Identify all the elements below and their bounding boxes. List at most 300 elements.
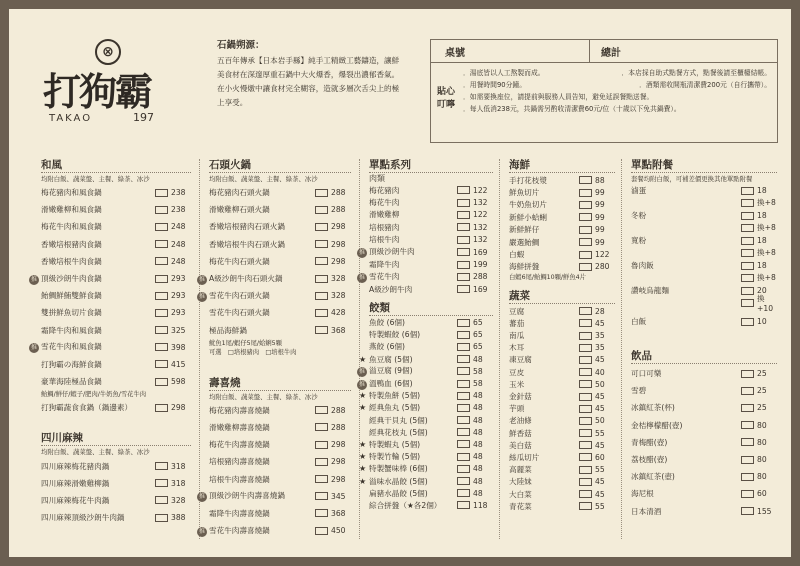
item-label: 寬粉	[631, 236, 647, 245]
item-label: 滑嫩雞柳石頭火鍋	[209, 205, 270, 215]
quantity-checkbox[interactable]	[457, 440, 470, 448]
item-name	[358, 246, 457, 258]
section-note: 均附白飯、蔬菜盤、主餐、綠茶、冰沙	[41, 448, 150, 457]
quantity-checkbox[interactable]	[155, 223, 168, 231]
item-label: 梅花牛肉和風食鍋	[41, 222, 102, 232]
swap-checkbox[interactable]	[741, 224, 754, 232]
menu-item	[509, 439, 615, 451]
quantity-checkbox[interactable]	[457, 404, 470, 412]
menu-item	[509, 427, 615, 439]
item-name	[41, 402, 155, 413]
item-price: 325	[171, 325, 186, 335]
item-price: 293	[171, 308, 186, 318]
item-name	[631, 506, 741, 517]
quantity-checkbox[interactable]	[741, 318, 754, 326]
section-title: 飲品	[631, 348, 777, 364]
column-divider	[499, 159, 500, 539]
quantity-checkbox[interactable]	[579, 466, 592, 474]
item-name	[509, 354, 579, 365]
seafood-note: 白蝦6尾/鮐鯛10顆/鮮魚4片	[509, 274, 586, 282]
quantity-checkbox[interactable]	[579, 189, 592, 197]
star-icon: ★	[359, 464, 367, 474]
section-title: 蔬菜	[509, 288, 615, 304]
item-price: 65	[473, 330, 483, 340]
quantity-checkbox[interactable]	[457, 501, 470, 509]
menu-item	[509, 476, 615, 488]
quantity-checkbox[interactable]	[155, 462, 168, 470]
quantity-checkbox[interactable]	[457, 331, 470, 339]
item-name	[209, 422, 315, 433]
menu-item	[631, 184, 777, 209]
swap-checkbox[interactable]	[741, 199, 754, 207]
quantity-checkbox[interactable]	[457, 428, 470, 436]
quantity-checkbox[interactable]	[741, 404, 754, 412]
menu-item	[209, 419, 351, 436]
quantity-checkbox[interactable]	[315, 509, 328, 517]
item-name	[509, 415, 579, 426]
item-price: 450	[331, 526, 346, 536]
menu-item	[358, 377, 493, 389]
item-price: 248	[171, 239, 186, 249]
item-price: 55	[595, 501, 605, 511]
quantity-checkbox[interactable]	[741, 473, 754, 481]
quantity-checkbox[interactable]	[155, 309, 168, 317]
total-label: 總計	[601, 48, 621, 59]
swap-checkbox[interactable]	[741, 249, 754, 257]
quantity-checkbox[interactable]	[315, 189, 328, 197]
item-name	[369, 341, 457, 352]
quantity-checkbox[interactable]	[315, 406, 328, 414]
item-label: 蕃茄	[509, 318, 525, 328]
item-label: 芋頭	[509, 404, 525, 414]
quantity-checkbox[interactable]	[579, 417, 592, 425]
quantity-checkbox[interactable]	[457, 489, 470, 497]
quantity-checkbox[interactable]	[457, 261, 470, 269]
intro-line: 五百年傳承【日本岩手縣】純手工精緻工藝鑄造，讓鮮	[217, 56, 400, 65]
price-line	[631, 260, 777, 272]
item-price: 298	[331, 457, 346, 467]
menu-list-seafood	[509, 174, 615, 273]
menu-item	[631, 259, 777, 284]
item-name	[369, 234, 457, 245]
quantity-checkbox[interactable]	[741, 370, 754, 378]
menu-list-alacarte	[358, 184, 493, 296]
star-icon: ★	[359, 476, 367, 486]
menu-item	[209, 201, 351, 218]
menu-item	[369, 487, 493, 499]
menu-list-addons	[631, 184, 777, 334]
star-icon: ★	[359, 391, 367, 401]
item-price: 288	[331, 405, 346, 415]
item-label: 雪花牛肉	[369, 271, 400, 281]
quantity-checkbox[interactable]	[579, 429, 592, 437]
item-name	[509, 175, 579, 186]
quantity-checkbox[interactable]	[155, 292, 168, 300]
quantity-checkbox[interactable]	[457, 319, 470, 327]
quantity-checkbox[interactable]	[155, 206, 168, 214]
item-label: 滑嫩雞柳	[369, 210, 400, 220]
quantity-checkbox[interactable]	[579, 201, 592, 209]
quantity-checkbox[interactable]	[457, 416, 470, 424]
star-icon: ★	[359, 452, 367, 462]
quantity-checkbox[interactable]	[155, 275, 168, 283]
item-name	[41, 325, 155, 336]
item-name	[631, 385, 741, 396]
quantity-checkbox[interactable]	[315, 423, 328, 431]
quantity-checkbox[interactable]	[155, 496, 168, 504]
item-price: 80	[757, 420, 767, 430]
item-name	[509, 428, 579, 439]
menu-list-sichuan	[41, 457, 191, 526]
item-label: 木耳	[509, 343, 525, 353]
menu-item	[209, 253, 351, 270]
item-label: 牛奶魚切片	[509, 200, 547, 210]
item-name	[198, 490, 315, 502]
item-name	[509, 330, 579, 341]
menu-item	[369, 317, 493, 329]
item-name	[509, 476, 579, 487]
item-name	[509, 187, 579, 198]
item-name	[359, 439, 457, 450]
item-price: 58	[473, 379, 483, 389]
tip-row	[463, 79, 771, 91]
menu-item	[509, 403, 615, 415]
item-label: 滷蛋	[631, 186, 647, 195]
item-name	[631, 420, 741, 431]
quantity-checkbox[interactable]	[457, 477, 470, 485]
menu-item	[509, 224, 615, 236]
quantity-checkbox[interactable]	[457, 273, 470, 281]
quantity-checkbox[interactable]	[579, 502, 592, 510]
tips-list	[463, 67, 771, 115]
quantity-checkbox[interactable]	[579, 251, 592, 259]
menu-item	[41, 457, 191, 474]
item-label: 雪花牛肉石頭火鍋	[209, 308, 270, 318]
menu-item	[209, 436, 351, 453]
swap-price: 換+8	[757, 248, 776, 257]
item-name	[198, 525, 315, 537]
menu-item	[369, 414, 493, 426]
quantity-checkbox[interactable]	[741, 507, 754, 515]
options-note: 可選 □培根豬肉 □培根牛肉	[209, 348, 297, 356]
item-label: 鮮香菇	[509, 428, 532, 438]
quantity-checkbox[interactable]	[579, 263, 592, 271]
item-name	[509, 403, 579, 414]
recommend-badge: 推	[358, 368, 365, 376]
item-label: 冰鎮紅茶(壺)	[631, 472, 675, 482]
column-divider	[621, 159, 622, 539]
quantity-checkbox[interactable]	[315, 292, 328, 300]
item-label: 魚豆腐 (5個)	[369, 354, 413, 364]
quantity-checkbox[interactable]	[315, 458, 328, 466]
item-price: 10	[757, 317, 767, 326]
item-price: 293	[171, 274, 186, 284]
intro-line: 在小火慢燉中讓食材完全糊容，造就多層次舌尖上的極	[217, 84, 400, 93]
quantity-checkbox[interactable]	[741, 212, 754, 220]
menu-item	[209, 505, 351, 522]
quantity-checkbox[interactable]	[315, 309, 328, 317]
item-price: 238	[171, 188, 186, 198]
item-price: 428	[331, 308, 346, 318]
item-name	[209, 187, 315, 198]
menu-item	[509, 199, 615, 211]
menu-item	[631, 468, 777, 485]
recommend-badge: 推	[198, 527, 205, 535]
item-label: 雙拼鮮魚切片食鍋	[41, 308, 102, 318]
item-label: 可口可樂	[631, 369, 662, 379]
menu-item	[209, 402, 351, 419]
order-box	[430, 39, 778, 143]
item-price: 368	[331, 325, 346, 335]
quantity-checkbox[interactable]	[457, 355, 470, 363]
column-addons	[631, 157, 777, 520]
quantity-checkbox[interactable]	[315, 492, 328, 500]
quantity-checkbox[interactable]	[579, 453, 592, 461]
item-label: 培根豬肉	[369, 222, 400, 232]
menu-item	[198, 488, 351, 505]
swap-checkbox[interactable]	[741, 274, 754, 282]
quantity-checkbox[interactable]	[155, 257, 168, 265]
quantity-checkbox[interactable]	[315, 475, 328, 483]
order-header	[431, 40, 777, 63]
menu-item	[631, 382, 777, 399]
item-detail: 鮐鯛/鮮仔/蝦子/肥肉/牛奶魚/雪花牛肉	[41, 391, 147, 399]
item-name	[369, 197, 457, 208]
quantity-checkbox[interactable]	[457, 211, 470, 219]
item-name	[209, 204, 315, 215]
quantity-checkbox[interactable]	[579, 368, 592, 376]
quantity-checkbox[interactable]	[741, 287, 754, 295]
quantity-checkbox[interactable]	[579, 380, 592, 388]
menu-item	[41, 304, 191, 321]
item-name	[30, 341, 155, 353]
quantity-checkbox[interactable]	[579, 226, 592, 234]
menu-item	[631, 284, 777, 313]
divider	[589, 40, 590, 62]
item-label: 梅花豬肉壽喜燒鍋	[209, 405, 270, 415]
item-name	[509, 342, 579, 353]
quantity-checkbox[interactable]	[315, 441, 328, 449]
item-name	[631, 471, 741, 482]
item-label: 四川麻辣滑嫩雞柳鍋	[41, 478, 110, 488]
quantity-checkbox[interactable]	[155, 479, 168, 487]
quantity-checkbox[interactable]	[457, 453, 470, 461]
item-price: 318	[171, 478, 186, 488]
item-label: 凍豆腐	[509, 355, 532, 365]
item-price: 48	[473, 452, 483, 462]
item-label: 頂級沙朗牛肉食鍋	[41, 273, 102, 283]
quantity-checkbox[interactable]	[155, 326, 168, 334]
quantity-checkbox[interactable]	[457, 236, 470, 244]
quantity-checkbox[interactable]	[741, 490, 754, 498]
recommend-badge: 推	[198, 275, 205, 283]
item-label: 特製竹輪 (5個)	[369, 452, 421, 462]
item-label: 梅花豬肉	[369, 185, 400, 195]
quantity-checkbox[interactable]	[457, 199, 470, 207]
section-title: 海鮮	[509, 157, 615, 173]
quantity-checkbox[interactable]	[579, 319, 592, 327]
item-price: 288	[331, 205, 346, 215]
quantity-checkbox[interactable]	[315, 275, 328, 283]
item-name	[209, 307, 315, 318]
swap-checkbox[interactable]	[741, 299, 754, 307]
item-label: 青花菜	[509, 501, 532, 511]
item-label: 香嫩培根豬肉石頭火鍋	[209, 222, 285, 232]
quantity-checkbox[interactable]	[741, 187, 754, 195]
quantity-checkbox[interactable]	[155, 514, 168, 522]
item-name	[41, 359, 155, 370]
quantity-checkbox[interactable]	[741, 387, 754, 395]
menu-item	[509, 366, 615, 378]
quantity-checkbox[interactable]	[457, 186, 470, 194]
menu-item	[359, 402, 493, 414]
item-price: 45	[595, 318, 605, 328]
item-name	[209, 221, 315, 232]
quantity-checkbox[interactable]	[741, 262, 754, 270]
section-title: 單點附餐	[631, 157, 777, 173]
quantity-checkbox[interactable]	[457, 392, 470, 400]
menu-item	[369, 283, 493, 295]
quantity-checkbox[interactable]	[741, 456, 754, 464]
item-price: 298	[171, 403, 186, 413]
item-label: 頂級沙朗牛肉壽喜燒鍋	[209, 491, 285, 501]
item-label: 冰鎮紅茶(杯)	[631, 403, 675, 413]
section-note: 均附白飯、蔬菜盤、主餐、綠茶、冰沙	[209, 392, 318, 401]
quantity-checkbox[interactable]	[579, 213, 592, 221]
item-name	[359, 354, 457, 365]
quantity-checkbox[interactable]	[579, 344, 592, 352]
swap-price: 換+8	[757, 273, 776, 282]
item-label: 特製蟹味棒 (6個)	[369, 464, 428, 474]
menu-item	[41, 356, 191, 373]
section-note: 均附白飯、蔬菜盤、主餐、綠茶、冰沙	[209, 175, 318, 183]
quantity-checkbox[interactable]	[315, 527, 328, 535]
item-name	[359, 451, 457, 462]
quantity-checkbox[interactable]	[579, 356, 592, 364]
item-price: 28	[595, 306, 605, 316]
item-name	[41, 495, 155, 506]
menu-item	[209, 322, 351, 339]
section-subtitle: 肉類	[369, 174, 385, 183]
item-label: 霜降牛肉和風食鍋	[41, 325, 102, 335]
menu-item	[369, 499, 493, 511]
quantity-checkbox[interactable]	[579, 238, 592, 246]
item-label: 四川麻辣梅花豬肉鍋	[41, 461, 110, 471]
item-label: 冬粉	[631, 211, 647, 220]
item-label: A級沙朗牛肉	[369, 284, 413, 294]
item-name	[509, 212, 579, 223]
item-price: 55	[595, 465, 605, 475]
quantity-checkbox[interactable]	[579, 307, 592, 315]
quantity-checkbox[interactable]	[315, 257, 328, 265]
item-name	[509, 318, 579, 329]
item-label: 美白菇	[509, 440, 532, 450]
menu-item	[369, 209, 493, 221]
menu-item	[509, 342, 615, 354]
item-price: 122	[473, 185, 488, 195]
menu-item	[41, 509, 191, 526]
quantity-checkbox[interactable]	[579, 176, 592, 184]
quantity-checkbox[interactable]	[315, 206, 328, 214]
menu-item	[631, 434, 777, 451]
quantity-checkbox[interactable]	[579, 478, 592, 486]
column-seafood	[509, 157, 615, 512]
menu-item	[41, 253, 191, 270]
item-name	[41, 204, 155, 215]
quantity-checkbox[interactable]	[457, 367, 470, 375]
menu-item	[41, 475, 191, 492]
quantity-checkbox[interactable]	[579, 441, 592, 449]
item-name	[509, 452, 579, 463]
item-price: 288	[473, 272, 488, 282]
quantity-checkbox[interactable]	[315, 240, 328, 248]
menu-item	[359, 390, 493, 402]
quantity-checkbox[interactable]	[155, 240, 168, 248]
item-price: 122	[595, 250, 610, 260]
quantity-checkbox[interactable]	[741, 237, 754, 245]
section-title: 四川麻辣	[41, 430, 191, 446]
item-label: 白飯	[631, 317, 647, 326]
item-price: 55	[595, 428, 605, 438]
quantity-checkbox[interactable]	[457, 343, 470, 351]
item-name	[369, 427, 457, 438]
swap-line	[631, 272, 777, 284]
item-label: 雪花牛肉石頭火鍋	[209, 290, 270, 300]
quantity-checkbox[interactable]	[457, 285, 470, 293]
item-price: 48	[473, 439, 483, 449]
quantity-checkbox[interactable]	[457, 248, 470, 256]
item-label: 燕餃 (6個)	[369, 342, 405, 352]
item-label: 豆皮	[509, 367, 525, 377]
quantity-checkbox[interactable]	[155, 360, 168, 368]
item-price: 388	[171, 513, 186, 523]
menu-item	[359, 475, 493, 487]
quantity-checkbox[interactable]	[155, 378, 168, 386]
quantity-checkbox[interactable]	[155, 189, 168, 197]
quantity-checkbox[interactable]	[457, 380, 470, 388]
item-price: 48	[473, 488, 483, 498]
intro-line: 上享受。	[217, 98, 248, 107]
quantity-checkbox[interactable]	[315, 223, 328, 231]
item-label: 扁豬水晶餃 (5個)	[369, 488, 428, 498]
quantity-checkbox[interactable]	[579, 405, 592, 413]
section-title: 餃類	[369, 300, 493, 316]
item-price: 238	[171, 205, 186, 215]
price-line	[631, 235, 777, 247]
quantity-checkbox[interactable]	[579, 490, 592, 498]
item-name	[41, 307, 155, 318]
item-label: 金針菇	[509, 392, 532, 402]
item-name	[631, 402, 741, 413]
quantity-checkbox[interactable]	[741, 438, 754, 446]
brand-year: 197	[133, 111, 154, 124]
item-name	[509, 379, 579, 390]
item-label: 豆腐	[509, 306, 525, 316]
item-price: 88	[595, 175, 605, 185]
quantity-checkbox[interactable]	[155, 404, 168, 412]
tip-text: ．酒類需收開瓶清潔費200元（自行攜帶）。	[639, 81, 771, 89]
quantity-checkbox[interactable]	[315, 326, 328, 334]
quantity-checkbox[interactable]	[579, 332, 592, 340]
item-name	[509, 464, 579, 475]
quantity-checkbox[interactable]	[155, 343, 168, 351]
item-label: 香嫩培根牛肉食鍋	[41, 256, 102, 266]
item-name	[509, 391, 579, 402]
quantity-checkbox[interactable]	[457, 465, 470, 473]
quantity-checkbox[interactable]	[579, 393, 592, 401]
quantity-checkbox[interactable]	[741, 421, 754, 429]
quantity-checkbox[interactable]	[457, 223, 470, 231]
